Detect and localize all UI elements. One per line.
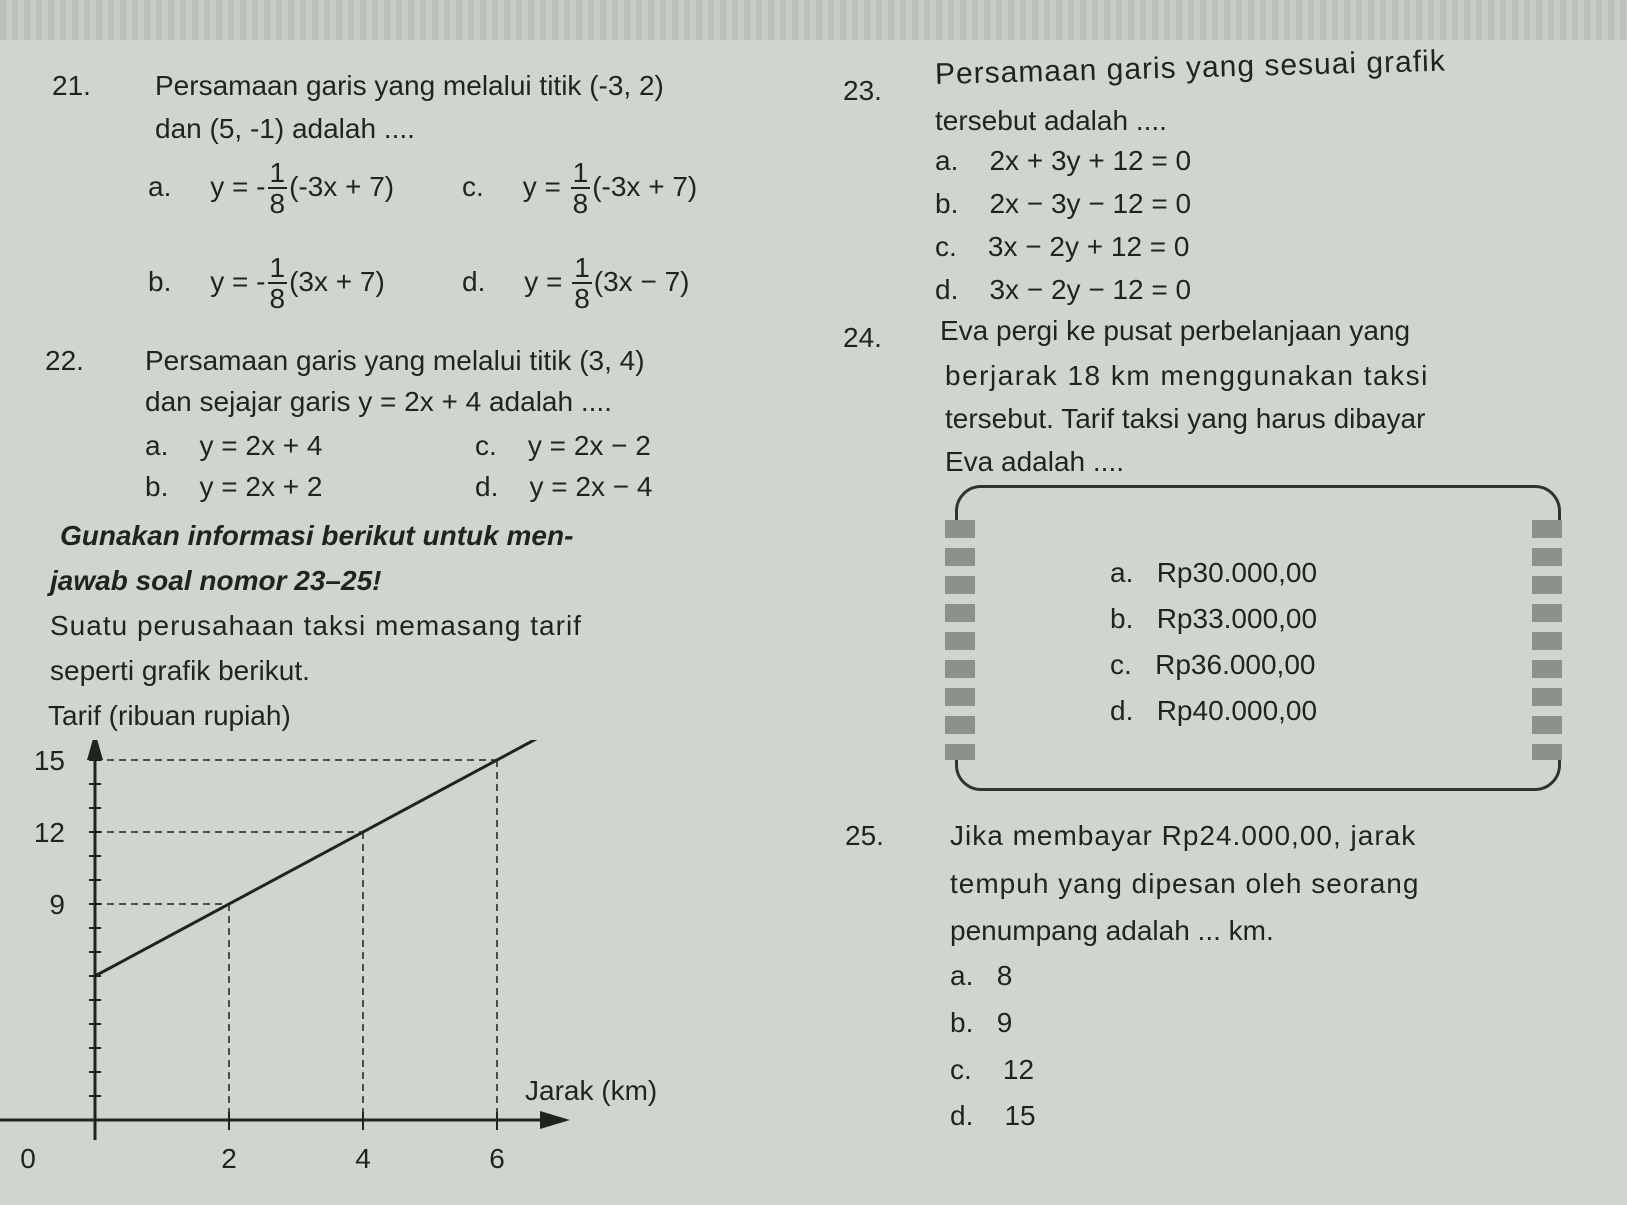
q21-option-b[interactable]: b. y = - $\frac{1}{8}$ (3x + 7) (148, 252, 385, 315)
answer-frame (955, 485, 1561, 791)
x-tick-label: 4 (355, 1143, 371, 1174)
q25-line2: tempuh yang dipesan oleh seorang (950, 868, 1420, 899)
x-tick-label: 6 (489, 1143, 505, 1174)
q23-option-b[interactable]: b. 2x − 3y − 12 = 0 (935, 188, 1192, 219)
q22-option-b[interactable]: b. y = 2x + 2 (145, 471, 323, 502)
q23-option-d[interactable]: d. 3x − 2y − 12 = 0 (935, 274, 1192, 305)
q23-line2: tersebut adalah .... (935, 105, 1167, 136)
top-edge (0, 0, 1627, 40)
q25-option-d[interactable]: d. 15 (950, 1100, 1036, 1131)
q25-option-a[interactable]: a. 8 (950, 960, 1013, 991)
q23-option-a[interactable]: a. 2x + 3y + 12 = 0 (935, 145, 1192, 176)
q24-line4: Eva adalah .... (945, 446, 1125, 477)
q25-line1: Jika membayar Rp24.000,00, jarak (950, 820, 1417, 851)
q21-line1: Persamaan garis yang melalui titik (-3, 2) (155, 70, 664, 101)
x-tick-label: 0 (20, 1143, 36, 1174)
q23-line1: Persamaan garis yang sesuai grafik (934, 44, 1447, 91)
q23-option-c[interactable]: c. 3x − 2y + 12 = 0 (935, 231, 1190, 262)
q24-line3: tersebut. Tarif taksi yang harus dibayar (945, 403, 1426, 434)
q22-option-a[interactable]: a. y = 2x + 4 (145, 430, 323, 461)
tariff-line (95, 740, 557, 976)
q24-line2: berjarak 18 km menggunakan taksi (945, 360, 1429, 391)
q24-option-d[interactable]: d. Rp40.000,00 (1110, 695, 1318, 726)
q21-number: 21. (52, 70, 91, 101)
chart-ylabel: Tarif (ribuan rupiah) (48, 700, 291, 731)
q24-number: 24. (843, 322, 882, 353)
chart-xlabel: Jarak (km) (525, 1075, 658, 1106)
info-heading-2: jawab soal nomor 23–25! (50, 565, 382, 596)
q24-line1: Eva pergi ke pusat perbelanjaan yang (940, 315, 1411, 346)
tariff-chart (0, 740, 700, 1200)
x-axis-arrow (540, 1111, 570, 1129)
q21-option-c[interactable]: c. y = $\frac{1}{8}$ (-3x + 7) (462, 157, 698, 220)
q25-number: 25. (845, 820, 884, 851)
info-line-3: Suatu perusahaan taksi memasang tarif (50, 610, 582, 641)
y-tick-label: 15 (33, 745, 65, 776)
q22-line1: Persamaan garis yang melalui titik (3, 4) (145, 345, 645, 376)
q21-option-d[interactable]: d. y = $\frac{1}{8}$ (3x − 7) (462, 252, 690, 315)
q25-line3: penumpang adalah ... km. (950, 915, 1274, 946)
info-line-4: seperti grafik berikut. (50, 655, 310, 686)
y-tick-label: 9 (49, 889, 65, 920)
frame-binding-left (945, 520, 975, 760)
q25-option-c[interactable]: c. 12 (950, 1054, 1035, 1085)
q24-option-b[interactable]: b. Rp33.000,00 (1110, 603, 1318, 634)
q21-option-a[interactable]: a. y = - $\frac{1}{8}$ (-3x + 7) (148, 157, 395, 220)
y-axis-arrow (87, 740, 103, 760)
q22-option-c[interactable]: c. y = 2x − 2 (475, 430, 651, 461)
q22-option-d[interactable]: d. y = 2x − 4 (475, 471, 653, 502)
q25-option-b[interactable]: b. 9 (950, 1007, 1013, 1038)
q22-number: 22. (45, 345, 84, 376)
y-tick-label: 12 (33, 817, 65, 848)
q22-line2: dan sejajar garis y = 2x + 4 adalah .... (145, 386, 612, 417)
q21-line2: dan (5, -1) adalah .... (155, 113, 415, 144)
info-heading-1: Gunakan informasi berikut untuk men- (60, 520, 574, 551)
q24-option-c[interactable]: c. Rp36.000,00 (1110, 649, 1316, 680)
frame-binding-right (1532, 520, 1562, 760)
q24-option-a[interactable]: a. Rp30.000,00 (1110, 557, 1318, 588)
q23-number: 23. (843, 75, 882, 106)
x-tick-label: 2 (221, 1143, 237, 1174)
